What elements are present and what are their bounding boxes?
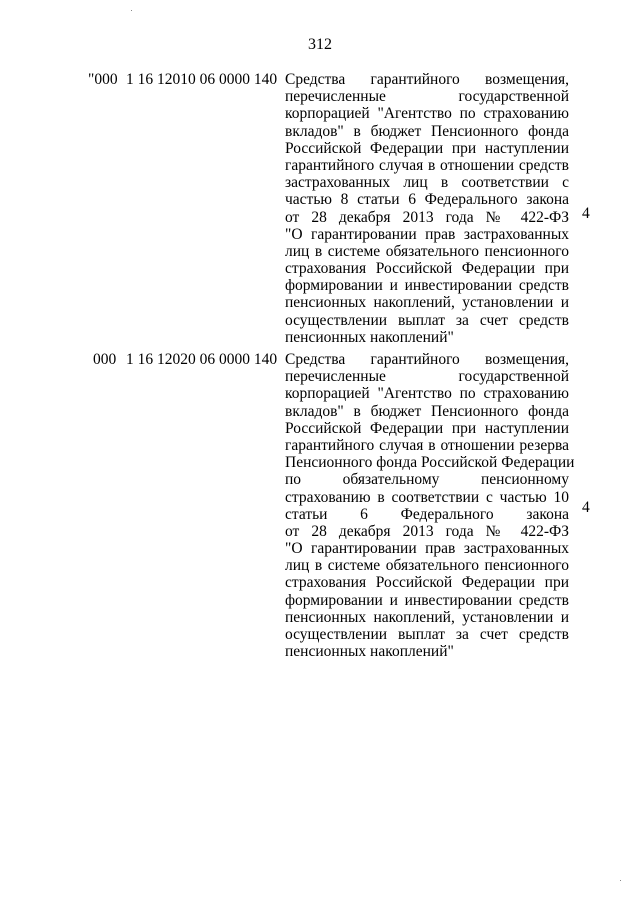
description-line: страхования Российской Федерации при <box>285 574 569 592</box>
scan-speck <box>620 880 621 881</box>
description-line: вкладов" в бюджет Пенсионного фонда <box>285 122 569 140</box>
admin-code: "000 <box>88 71 118 88</box>
distribution-norm: 4 <box>582 499 590 516</box>
budget-classification-code: 1 16 12010 06 0000 140 <box>126 71 278 88</box>
description-line: Средства гарантийного возмещения, <box>285 71 569 88</box>
description-line: страхования Российской Федерации при <box>285 260 569 278</box>
page-number: 312 <box>308 36 332 53</box>
description-line: формировании и инвестировании средств <box>285 591 569 609</box>
description-line: гарантийного случая в отношении средств <box>285 156 569 174</box>
description-line: застрахованных лиц в соответствии с <box>285 174 569 192</box>
description-line: страхованию в соответствии с частью 10 <box>285 488 569 506</box>
budget-classification-code: 1 16 12020 06 0000 140 <box>126 351 278 368</box>
description-line: от 28 декабря 2013 года № 422-ФЗ <box>285 522 569 540</box>
income-description <box>285 351 575 661</box>
description-line: от 28 декабря 2013 года № 422-ФЗ <box>285 208 569 226</box>
description-line: перечисленные государственной <box>285 88 569 106</box>
description-line: лиц в системе обязательного пенсионного <box>285 557 569 575</box>
description-line: корпорацией "Агентство по страхованию <box>285 105 569 123</box>
description-line: осуществлении выплат за счет средств <box>285 311 569 329</box>
distribution-norm: 4 <box>582 205 590 222</box>
admin-code: 000 <box>93 351 117 368</box>
description-line: "О гарантировании прав застрахованных <box>285 540 569 558</box>
description-line: формировании и инвестировании средств <box>285 277 569 295</box>
description-line: лиц в системе обязательного пенсионного <box>285 242 569 260</box>
description-line: Средства гарантийного возмещения, <box>285 351 569 368</box>
description-line: частью 8 статьи 6 Федерального закона <box>285 191 569 209</box>
description-line: пенсионных накоплений, установлении и <box>285 294 569 312</box>
description-line: Российской Федерации при наступлении <box>285 139 569 157</box>
description-line: "О гарантировании прав застрахованных <box>285 225 569 243</box>
description-line: статьи 6 Федерального закона <box>285 505 569 523</box>
description-line: гарантийного случая в отношении резерва <box>285 436 569 454</box>
description-line: пенсионных накоплений, установлении и <box>285 608 569 626</box>
description-line: вкладов" в бюджет Пенсионного фонда <box>285 402 569 420</box>
description-line: осуществлении выплат за счет средств <box>285 626 569 643</box>
description-line: Российской Федерации при наступлении <box>285 419 569 437</box>
description-line: перечисленные государственной <box>285 368 569 386</box>
income-description <box>285 71 569 346</box>
description-line: Пенсионного фонда Российской Федерации <box>285 454 575 472</box>
description-line: пенсионных накоплений" <box>285 328 454 346</box>
description-line: по обязательному пенсионному <box>285 471 569 489</box>
description-line: пенсионных накоплений" <box>285 643 454 661</box>
scan-speck <box>131 10 132 11</box>
description-line: корпорацией "Агентство по страхованию <box>285 385 569 403</box>
